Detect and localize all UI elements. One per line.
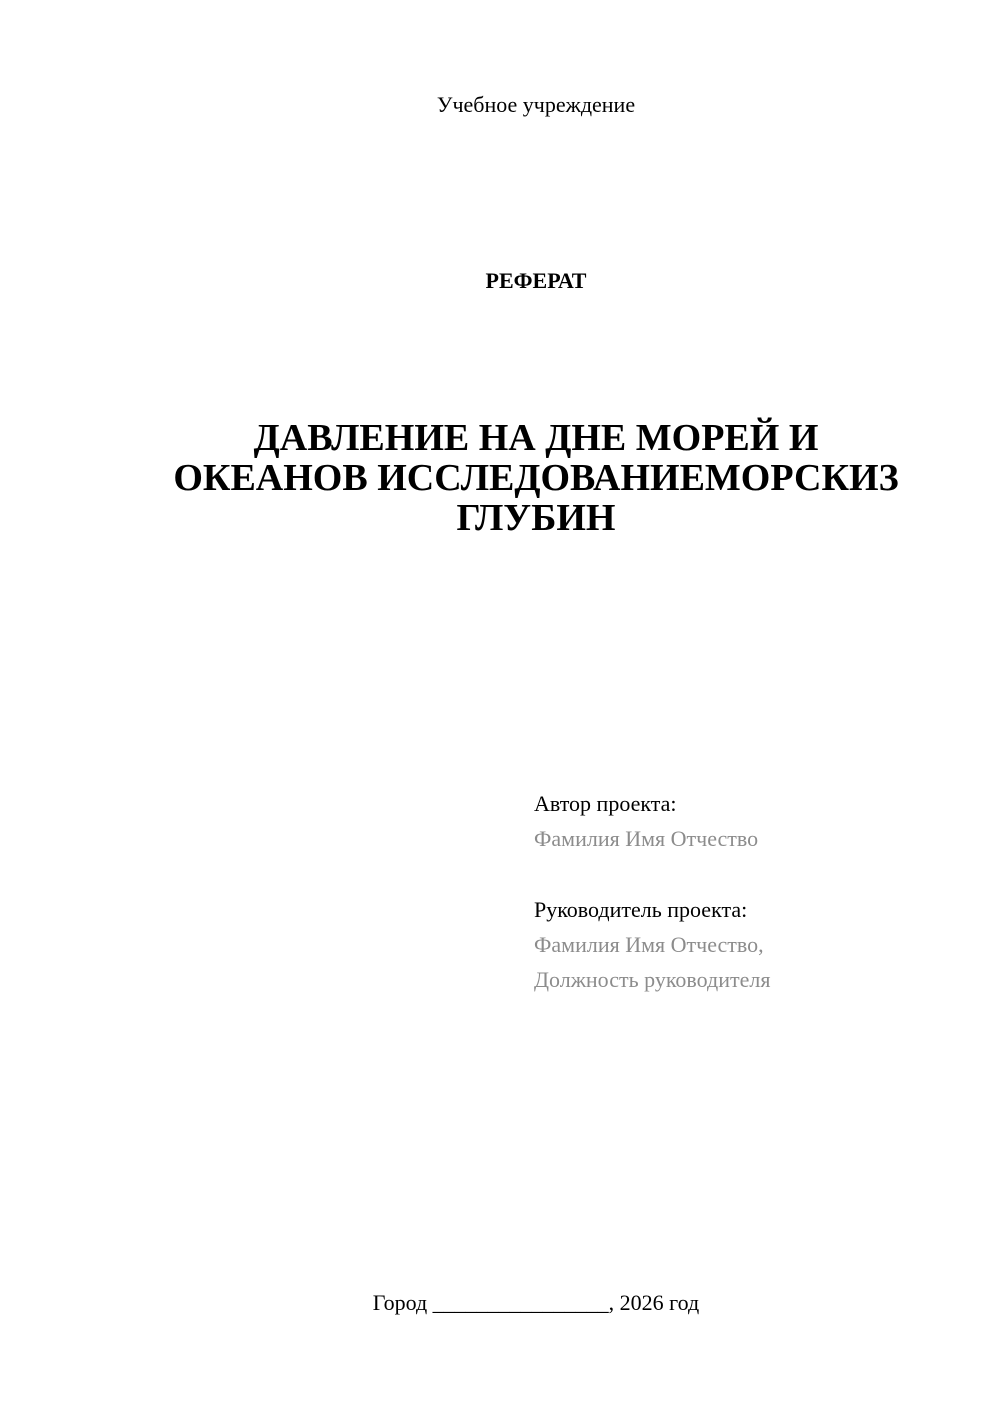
supervisor-block (534, 892, 974, 997)
supervisor-name: Фамилия Имя Отчество, (534, 932, 764, 957)
document-title (150, 418, 922, 538)
author-name: Фамилия Имя Отчество (534, 826, 759, 851)
title-line-1: ДАВЛЕНИЕ НА ДНЕ МОРЕЙ И (253, 417, 819, 459)
supervisor-label: Руководитель проекта: (534, 897, 748, 922)
title-line-2: ОКЕАНОВ ИССЛЕДОВАНИЕМОРСКИЗ (173, 457, 899, 499)
author-block (534, 786, 974, 856)
document-type: РЕФЕРАТ (485, 268, 587, 293)
institution-name: Учебное учреждение (436, 92, 636, 117)
title-line-3: ГЛУБИН (456, 497, 616, 539)
city-year-line: Город ________________, 2026 год (372, 1290, 700, 1315)
supervisor-position: Должность руководителя (534, 967, 771, 992)
author-label: Автор проекта: (534, 791, 677, 816)
